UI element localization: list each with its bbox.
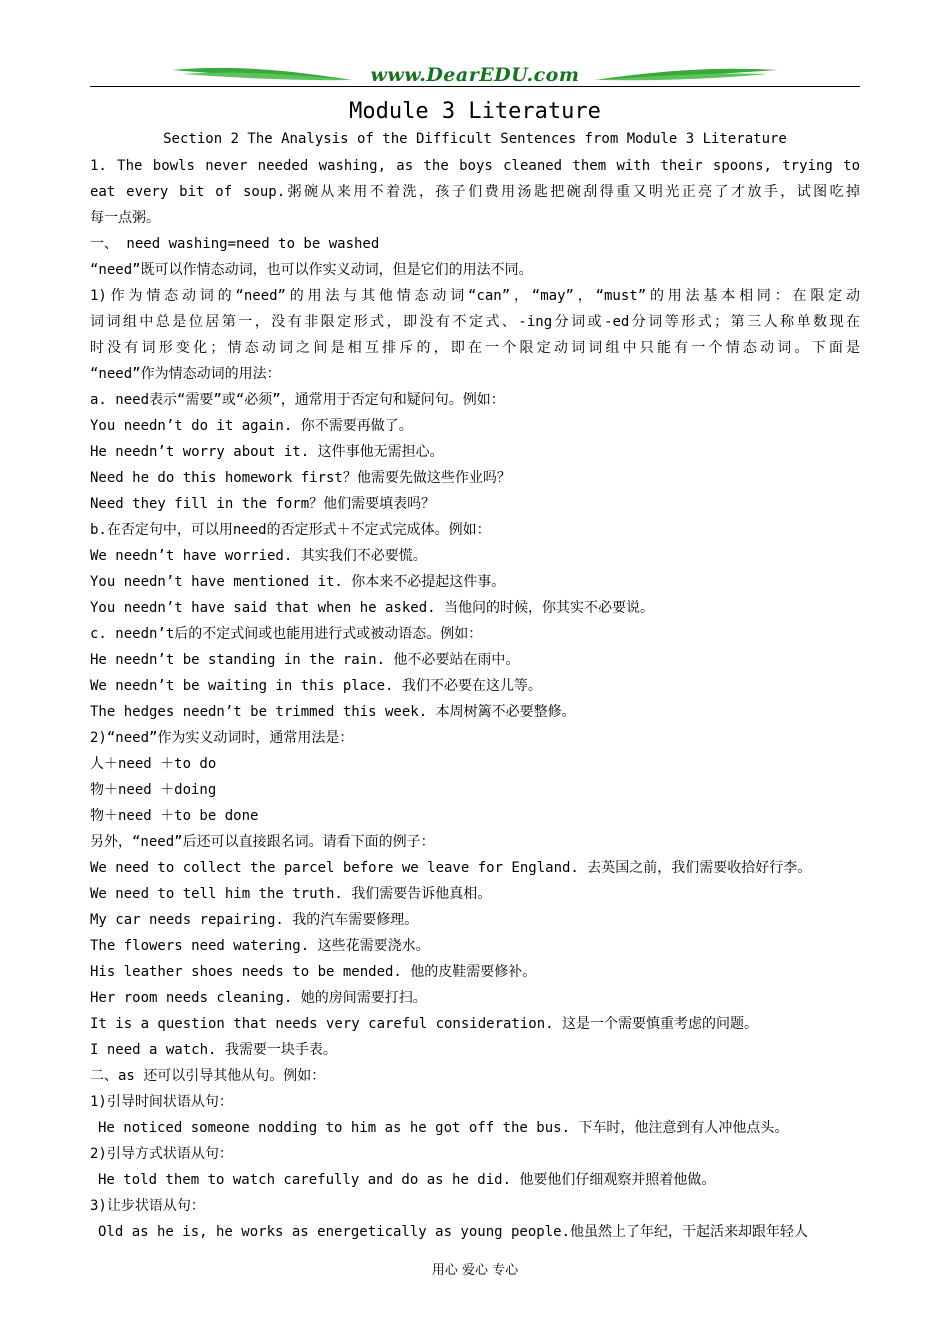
text-line: 人＋need ＋to do xyxy=(90,756,217,772)
text-line: He told them to watch carefully and do as he did. 他要他们仔细观察并照着他做。 xyxy=(98,1172,716,1188)
page-title: Module 3 Literature xyxy=(349,99,601,124)
site-logo-text: www.DearEDU.com xyxy=(370,64,580,86)
text-line: Old as he is, he works as energetically as young people.他虽然上了年纪，干起活来却跟年轻人 xyxy=(98,1224,809,1240)
text-line: 物＋need ＋to be done xyxy=(90,808,259,824)
document-body xyxy=(90,153,860,1245)
page-subtitle: Section 2 The Analysis of the Difficult Sentences from Module 3 Literature xyxy=(163,131,787,147)
text-line: You needn’t have mentioned it. 你本来不必提起这件事。 xyxy=(90,574,506,590)
text-line: You needn’t have said that when he asked. 当他问的时候，你其实不必要说。 xyxy=(90,600,655,616)
text-line: His leather shoes needs to be mended. 他的皮鞋需要修补。 xyxy=(90,964,537,980)
text-line: He needn’t worry about it. 这件事他无需担心。 xyxy=(90,444,444,460)
text-line: b.在否定句中，可以用need的否定形式＋不定式完成体。例如： xyxy=(90,522,491,538)
text-line: He needn’t be standing in the rain. 他不必要站在雨中。 xyxy=(90,652,520,668)
text-line: Need they fill in the form？他们需要填表吗？ xyxy=(90,496,436,512)
text-line: We needn’t be waiting in this place. 我们不必要在这儿等。 xyxy=(90,678,542,694)
text-line: c. needn’t后的不定式间或也能用进行式或被动语态。例如： xyxy=(90,626,483,642)
text-line: The flowers need watering. 这些花需要浇水。 xyxy=(90,938,430,954)
text-line: “need”既可以作情态动词，也可以作实义动词，但是它们的用法不同。 xyxy=(90,262,533,278)
text-line: We need to collect the parcel before we leave for England. 去英国之前，我们需要收拾好行李。 xyxy=(90,860,812,876)
text-line: 1)引导时间状语从句： xyxy=(90,1094,233,1110)
text-line: He noticed someone nodding to him as he got off the bus. 下车时，他注意到有人冲他点头。 xyxy=(98,1120,789,1136)
text-line: 2)“need”作为实义动词时，通常用法是： xyxy=(90,730,354,746)
text-line: 物＋need ＋doing xyxy=(90,782,217,798)
text-line: We needn’t have worried. 其实我们不必要慌。 xyxy=(90,548,427,564)
text-line: 另外，“need”后还可以直接跟名词。请看下面的例子： xyxy=(90,834,435,850)
text-line: The hedges needn’t be trimmed this week. 本周树篱不必要整修。 xyxy=(90,704,576,720)
text-line: eat every bit of soup.粥碗从来用不着洗，孩子们费用汤匙把碗刮得重又明光正亮了才放手，试图吃掉 xyxy=(90,184,860,200)
text-line: “need”作为情态动词的用法： xyxy=(90,366,281,382)
text-line: 每一点粥。 xyxy=(90,210,160,226)
text-line: 词词组中总是位居第一，没有非限定形式，即没有不定式、-ing分词或-ed分词等形式；第三人称单数现在 xyxy=(90,314,860,330)
text-line: I need a watch. 我需要一块手表。 xyxy=(90,1042,337,1058)
text-line: 时没有词形变化；情态动词之间是相互排斥的，即在一个限定动词词组中只能有一个情态动词。下面是 xyxy=(90,340,860,356)
text-line: 2)引导方式状语从句： xyxy=(90,1146,233,1162)
header-divider xyxy=(90,86,860,87)
text-line: 二、as 还可以引导其他从句。例如： xyxy=(90,1068,326,1084)
text-line: You needn’t do it again. 你不需要再做了。 xyxy=(90,418,413,434)
text-line: 3)让步状语从句： xyxy=(90,1198,205,1214)
text-line: My car needs repairing. 我的汽车需要修理。 xyxy=(90,912,419,928)
text-line: Need he do this homework first？他需要先做这些作业吗？ xyxy=(90,470,511,486)
text-line: a. need表示“需要”或“必须”，通常用于否定句和疑问句。例如： xyxy=(90,392,505,408)
page-footer: 用心 爱心 专心 xyxy=(431,1263,519,1278)
text-line: Her room needs cleaning. 她的房间需要打扫。 xyxy=(90,990,427,1006)
text-line: It is a question that needs very careful consideration. 这是一个需要慎重考虑的问题。 xyxy=(90,1016,759,1032)
text-line: 1. The bowls never needed washing, as the boys cleaned them with their spoons, trying to xyxy=(90,158,860,174)
text-line: We need to tell him the truth. 我们需要告诉他真相。 xyxy=(90,886,492,902)
text-line: 1)作为情态动词的“need”的用法与其他情态动词“can”，“may”，“must”的用法基本相同：在限定动 xyxy=(90,288,860,304)
text-line: 一、 need washing=need to be washed xyxy=(90,236,380,252)
